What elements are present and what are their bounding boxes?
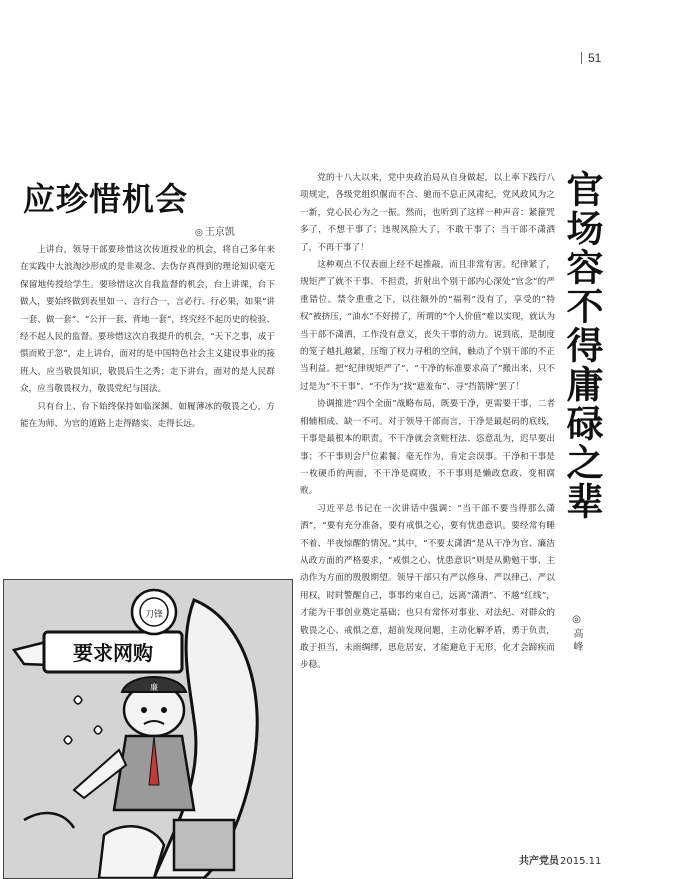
right-paragraph: 党的十八大以来，党中央政治局从自身做起，以上率下践行八项规定，各级党组织偃而不合、驰而不息正风肃纪，党风政风为之一新，党心民心为之一振。然而，也听到了这样一种声音：紧箍咒多了，不想干事了；违规风险大了，不敢干事了；当干部不潇洒了，不再干事了！: [300, 173, 555, 253]
issue-number: 2015.11: [560, 856, 602, 867]
left-article-author: [195, 223, 235, 238]
left-paragraph: 只有台上、台下始终保持如临深渊、如履薄冰的敬畏之心，方能在为师、为官的道路上走得踏实、走得长远。: [20, 401, 275, 430]
left-author-name: 王京凯: [204, 227, 235, 238]
cartoon-drawing: [4, 580, 292, 878]
left-article-title: 应珍惜机会: [23, 180, 189, 218]
left-article-body: [20, 242, 275, 433]
right-paragraph: 习近平总书记在一次讲话中强调：“当干部不要当得那么潇洒”，“要有充分准备，要有戒惧之心，要有忧患意识。要经常有睡不着、半夜惊醒的情况。”其中，“不要太潇洒”是从干净为官、廉洁从政方面的严格要求，“戒惧之心、忧患意识”则是从勤勉干事、主动作为方面的殷殷期望。领导干部只有严以修身、严以律己、严以用权，时时警醒自己，事事约束自己，远离“潇洒”、不越“红线”，才能为干事创业奠定基础；也只有常怀对事业、对法纪、对群众的敬畏之心、戒惧之意，超前发现问题，主动化解矛盾，勇于负责，敢于担当，未雨绸缪，思危居安，才能避危于无形，化才会蹄疾而步稳。: [300, 503, 555, 671]
cartoon-cap-text: 廉: [150, 683, 158, 692]
right-paragraph: 这种观点不仅表面上经不起推敲，而且非常有害。纪律紧了，规矩严了就不干事、不担责，折射出个别干部内心深处“官念”的严重错位。禁令重重之下，以往额外的“福利”没有了，享受的“特权”被挤压，“油水”不好捞了，所谓的“个人价值”难以实现，就认为当干部不潇洒，工作没有意义，丧失干事的动力。说到底，是制度的笼子越扎越紧，压缩了权力寻租的空间，触动了个别干部的不正当利益。把“纪律规矩严了”、“干净的标准要求高了”搬出来，只不过是为“不干事”、“不作为”找“遮羞布”、寻“挡箭牌”罢了！: [300, 260, 555, 392]
cartoon-badge: [132, 590, 176, 634]
left-paragraph: 上讲台，领导干部要珍惜这次传道授业的机会，将自己多年来在实践中大浪淘沙形成的是非观念、去伪存真得到的理论知识毫无保留地传授给学生。要珍惜这次自我监督的机会，台上讲课，台下做人，要始终做到表里如一、言行合一，言必行、行必果，如果“讲一套、做一套”、“公开一套、背地一套”，终究经不起历史的检验、经不起人民的监督。要珍惜这次自我提升的机会，“天下之事，成于惧而败于忽”，走上讲台，面对的是中国特色社会主义建设事业的接班人，应当敬畏知识，敬畏后生之秀；走下讲台，面对的是人民群众，应当敬畏权力，敬畏党纪与国法。: [20, 245, 275, 395]
page-footer: [519, 852, 601, 867]
cartoon-sign-text: 要求网购: [73, 641, 153, 665]
cartoon-sign: [44, 632, 182, 672]
right-paragraph: 协调推进“四个全面”战略布局，既要干净，更需要干事，二者相辅相成、缺一不可。对于领导干部而言，干净是最起码的底线，干事是最根本的职责。不干净就会贪赃枉法、恣意乱为，迟早要出事；不干事则会尸位素餐、毫无作为，肯定会误事。干净和干事是一枚硬币的两面，不干净是腐败，不干事则是懒政怠政、变相腐败。: [300, 399, 555, 497]
magazine-brand: 共产党员: [519, 856, 559, 867]
right-article-title: 官场容不得庸碌之辈: [560, 170, 603, 521]
editorial-cartoon: [3, 579, 293, 879]
right-author-name: 高峰: [571, 628, 582, 654]
right-article-author: [570, 614, 584, 654]
author-bullet-icon: ◎: [195, 228, 203, 238]
right-article-body: [300, 170, 555, 675]
cartoon-badge-text: 刀锋: [144, 610, 164, 620]
author-bullet-icon: ◎: [571, 614, 582, 628]
page-number: 51: [581, 52, 601, 64]
